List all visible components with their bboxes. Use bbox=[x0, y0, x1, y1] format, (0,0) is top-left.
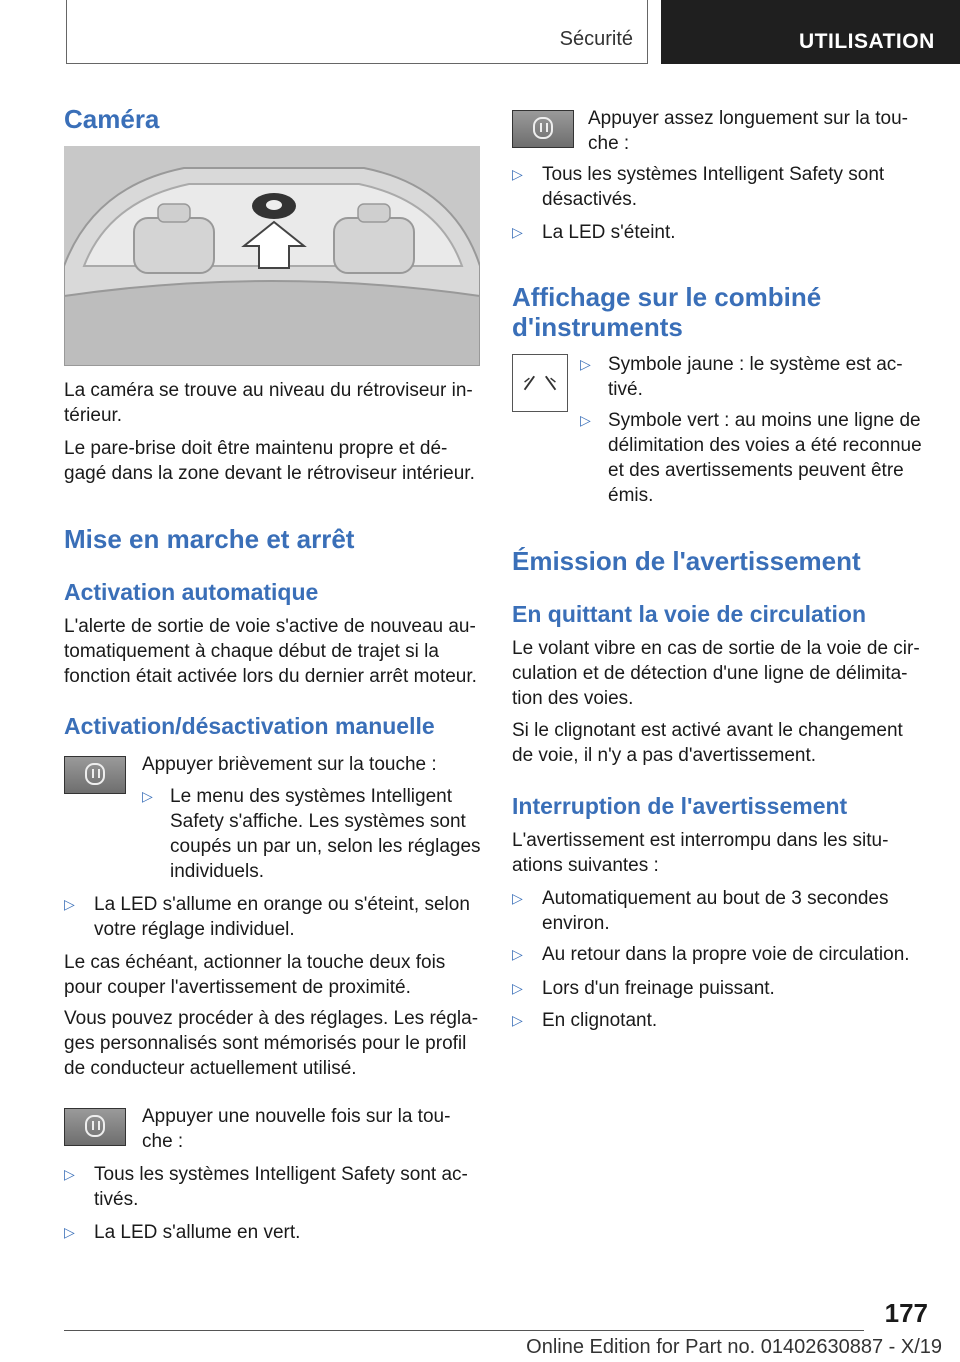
bullet-triangle-icon: ▷ bbox=[512, 890, 523, 906]
list-item bbox=[64, 1162, 484, 1212]
bullet-triangle-icon: ▷ bbox=[580, 412, 591, 428]
bullet-triangle-icon: ▷ bbox=[512, 224, 523, 240]
heading-automatic-activation: Activation automatique bbox=[64, 579, 319, 605]
heading-camera: Caméra bbox=[64, 104, 160, 134]
list-item bbox=[580, 408, 930, 508]
heading-manual-activation: Activation/désactivation manuelle bbox=[64, 713, 435, 739]
bullet-triangle-icon: ▷ bbox=[64, 1224, 75, 1240]
bullet-menu-text: Le menu des systèmes Intelligent Safety s'affiche. Les systèmes sont coupés un par un, selon les réglages individuels. bbox=[170, 786, 481, 882]
header-section-title: Sécurité bbox=[559, 28, 633, 50]
bullet-triangle-icon: ▷ bbox=[512, 980, 523, 996]
bullet-auto-3s-text: Automatiquement au bout de 3 secondes environ. bbox=[542, 888, 889, 934]
list-item bbox=[142, 784, 482, 884]
footer-divider bbox=[64, 1330, 864, 1331]
paragraph-leaving-lane: Le volant vibre en cas de sortie de la voie de cir- culation et de détection d'une ligne de délimita- tion des voies. bbox=[512, 638, 920, 709]
bullet-triangle-icon: ▷ bbox=[64, 1166, 75, 1182]
list-item bbox=[512, 976, 932, 1001]
list-item bbox=[580, 352, 930, 402]
heading-on-off: Mise en marche et arrêt bbox=[64, 524, 355, 554]
heading-instrument-display: Affichage sur le combiné d'instruments bbox=[512, 282, 822, 342]
paragraph-settings: Vous pouvez procéder à des réglages. Les régla- ges personnalisés sont mémorisés pour le profil de conducteur actuellement utilisé. bbox=[64, 1008, 479, 1079]
bullet-return-lane-text: Au retour dans la propre voie de circulation. bbox=[542, 944, 910, 965]
footer-edition: Online Edition for Part no. 01402630887 - X/19 bbox=[526, 1336, 942, 1358]
bullet-triangle-icon: ▷ bbox=[512, 166, 523, 182]
paragraph-press-long: Appuyer assez longuement sur la tou- che : bbox=[588, 108, 909, 154]
bullet-yellow-symbol-text: Symbole jaune : le système est ac- tivé. bbox=[608, 354, 903, 400]
bullet-all-on-text: Tous les systèmes Intelligent Safety sont ac- tivés. bbox=[94, 1164, 468, 1210]
intelligent-safety-button-icon bbox=[512, 110, 574, 148]
list-item bbox=[512, 942, 932, 967]
paragraph-interruption: L'avertissement est interrompu dans les situ- ations suivantes : bbox=[512, 830, 889, 876]
bullet-led-green-text: La LED s'allume en vert. bbox=[94, 1222, 301, 1243]
bullet-braking-text: Lors d'un freinage puissant. bbox=[542, 978, 775, 999]
list-item bbox=[512, 220, 932, 245]
header-chapter-tab: UTILISATION bbox=[661, 0, 960, 64]
list-item bbox=[64, 1220, 484, 1245]
bullet-triangle-icon: ▷ bbox=[64, 896, 75, 912]
bullet-triangle-icon: ▷ bbox=[142, 788, 153, 804]
paragraph-automatic-activation: L'alerte de sortie de voie s'active de nouveau au- tomatiquement à chaque début de trajet si la fonction était activée lors du dernier arrêt moteur. bbox=[64, 616, 477, 687]
list-item bbox=[512, 1008, 932, 1033]
bullet-triangle-icon: ▷ bbox=[512, 1012, 523, 1028]
bullet-led-orange-text: La LED s'allume en orange ou s'éteint, selon votre réglage individuel. bbox=[94, 894, 470, 940]
list-item bbox=[64, 892, 484, 942]
page-number: 177 bbox=[884, 1298, 928, 1328]
bullet-triangle-icon: ▷ bbox=[512, 946, 523, 962]
intelligent-safety-button-icon bbox=[64, 756, 126, 794]
list-item bbox=[512, 162, 932, 212]
paragraph-camera-location: La caméra se trouve au niveau du rétroviseur in- térieur. bbox=[64, 380, 473, 426]
bullet-all-off-text: Tous les systèmes Intelligent Safety sont désactivés. bbox=[542, 164, 885, 210]
paragraph-windshield-clean: Le pare-brise doit être maintenu propre et dé- gagé dans la zone devant le rétroviseur intérieur. bbox=[64, 438, 475, 484]
heading-warning-interruption: Interruption de l'avertissement bbox=[512, 793, 848, 819]
header-section-box bbox=[66, 0, 648, 64]
intelligent-safety-button-icon bbox=[64, 1108, 126, 1146]
lane-departure-symbol-icon bbox=[512, 354, 568, 412]
paragraph-press-twice: Le cas échéant, actionner la touche deux fois pour couper l'avertissement de proximité. bbox=[64, 952, 446, 998]
list-item bbox=[512, 886, 932, 936]
heading-warning-emission: Émission de l'avertissement bbox=[512, 546, 861, 576]
bullet-led-off-text: La LED s'éteint. bbox=[542, 222, 676, 243]
bullet-green-symbol-text: Symbole vert : au moins une ligne de délimitation des voies a été reconnue et des avertissements peuvent être émis. bbox=[608, 410, 922, 506]
paragraph-press-short: Appuyer brièvement sur la touche : bbox=[142, 754, 437, 775]
bullet-blinking-text: En clignotant. bbox=[542, 1010, 658, 1031]
heading-leaving-lane: En quittant la voie de circulation bbox=[512, 601, 866, 627]
paragraph-indicator: Si le clignotant est activé avant le changement de voie, il n'y a pas d'avertissement. bbox=[512, 720, 903, 766]
paragraph-press-again: Appuyer une nouvelle fois sur la tou- che : bbox=[142, 1106, 451, 1152]
camera-location-photo bbox=[64, 146, 480, 366]
bullet-triangle-icon: ▷ bbox=[580, 356, 591, 372]
